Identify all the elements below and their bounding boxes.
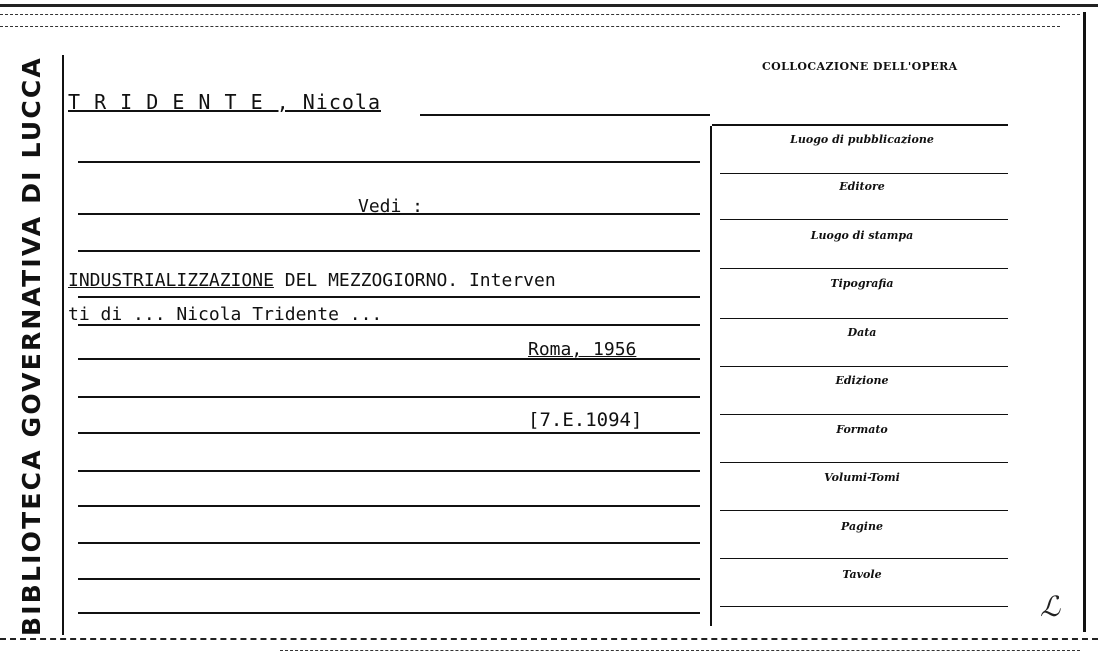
ruled-line xyxy=(78,161,700,163)
shelfmark: [7.E.1094] xyxy=(528,409,643,431)
field-line xyxy=(720,219,1008,220)
field-line xyxy=(720,366,1008,367)
ruled-line xyxy=(78,470,700,472)
ruled-line xyxy=(78,250,700,252)
field-line xyxy=(720,268,1008,269)
field-label-tavole: Tavole xyxy=(842,568,882,581)
field-line xyxy=(720,318,1008,319)
collocation-header: COLLOCAZIONE DELL'OPERA xyxy=(762,60,958,73)
top-edge-noise-3 xyxy=(0,26,1060,27)
field-label-edizione: Edizione xyxy=(835,374,889,387)
library-name: BIBLIOTECA GOVERNATIVA DI LUCCA xyxy=(17,56,46,636)
field-label-pagine: Pagine xyxy=(841,520,883,533)
field-label-data: Data xyxy=(847,326,877,339)
top-edge-noise xyxy=(0,4,1098,7)
field-label-luogo-pubblicazione: Luogo di pubblicazione xyxy=(790,133,934,146)
see-reference-label: Vedi : xyxy=(358,196,424,217)
entry-title-underlined: INDUSTRIALIZZAZIONE xyxy=(68,270,274,291)
right-top-line xyxy=(712,124,1008,126)
ruled-line xyxy=(78,296,700,298)
bottom-edge-noise-2 xyxy=(280,650,1080,651)
bottom-edge-noise xyxy=(0,638,1098,640)
author-heading: T R I D E N T E , Nicola xyxy=(68,90,381,114)
field-line xyxy=(720,173,1008,174)
ruled-line xyxy=(78,505,700,507)
ruled-line xyxy=(78,542,700,544)
field-line xyxy=(720,414,1008,415)
top-edge-noise-2 xyxy=(0,14,1080,15)
right-edge xyxy=(1083,12,1086,632)
field-line xyxy=(720,606,1008,607)
field-line xyxy=(720,510,1008,511)
entry-title-rest: DEL MEZZOGIORNO. Interven xyxy=(273,270,556,291)
field-label-formato: Formato xyxy=(836,423,888,436)
entry-line-1 xyxy=(68,270,556,291)
field-label-tipografia: Tipografia xyxy=(830,277,894,290)
field-line xyxy=(720,462,1008,463)
field-label-editore: Editore xyxy=(839,180,885,193)
ruled-line xyxy=(78,578,700,580)
ruled-line xyxy=(78,612,700,614)
field-label-volumi-tomi: Volumi-Tomi xyxy=(824,471,900,484)
field-line xyxy=(720,558,1008,559)
left-margin-rule xyxy=(62,55,64,635)
corner-pencil-mark: ℒ xyxy=(1040,590,1061,623)
ruled-line xyxy=(78,432,700,434)
imprint: Roma, 1956 xyxy=(528,339,637,360)
ruled-line xyxy=(78,396,700,398)
field-label-luogo-stampa: Luogo di stampa xyxy=(810,229,914,242)
entry-line-2: ti di ... Nicola Tridente ... xyxy=(68,304,383,325)
author-line xyxy=(420,114,710,116)
